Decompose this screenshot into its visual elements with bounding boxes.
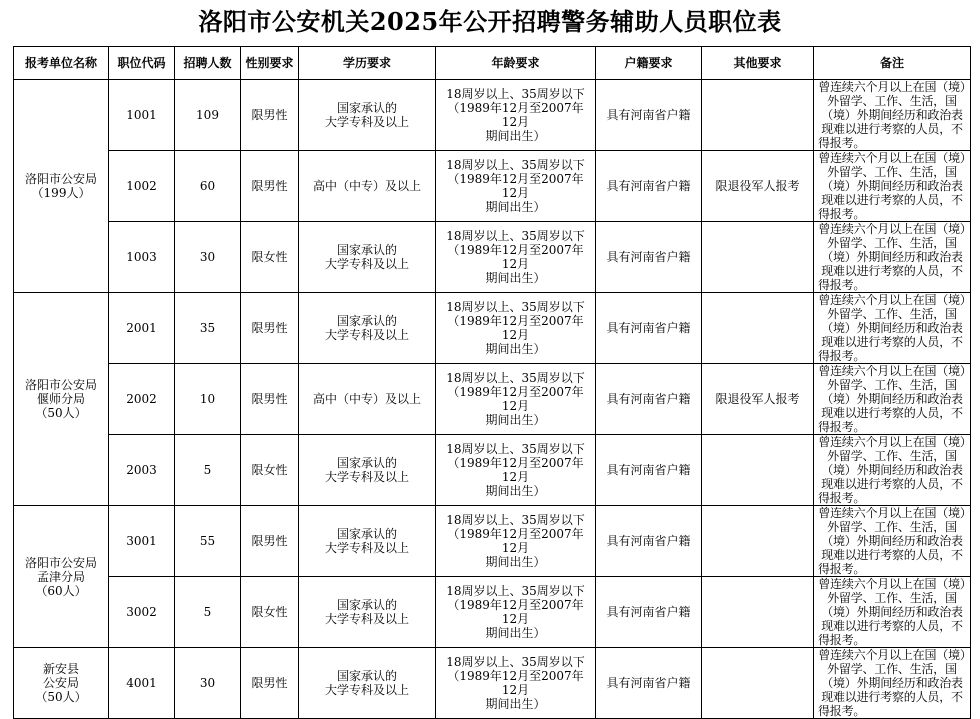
table-row: [14, 364, 971, 435]
education-cell: 高中（中专）及以上: [299, 364, 436, 435]
note-cell: 曾连续六个月以上在国（境）外留学、工作、生活，国（境）外期间经历和政治表现难以进行考察的人员，不得报考。: [814, 648, 971, 719]
table-row: [14, 435, 971, 506]
unit-name-line: 洛阳市公安局: [24, 555, 97, 570]
other-cell: [702, 648, 814, 719]
unit-name-line: （50人）: [35, 690, 87, 704]
unit-name-line: 孟津分局: [36, 569, 85, 584]
age-cell: 18周岁以上、35周岁以下 （1989年12月至2007年12月 期间出生）: [436, 577, 596, 648]
table-row: [14, 80, 971, 151]
code-cell: 3001: [109, 506, 175, 577]
table-row: [14, 648, 971, 719]
count-cell: 5: [175, 435, 241, 506]
other-cell: 限退役军人报考: [702, 364, 814, 435]
count-cell: 60: [175, 151, 241, 222]
code-cell: 1001: [109, 80, 175, 151]
age-cell: 18周岁以上、35周岁以下 （1989年12月至2007年12月 期间出生）: [436, 293, 596, 364]
count-cell: 30: [175, 222, 241, 293]
gender-cell: 限女性: [241, 435, 299, 506]
hukou-cell: 具有河南省户籍: [596, 364, 702, 435]
hukou-cell: 具有河南省户籍: [596, 151, 702, 222]
gender-cell: 限男性: [241, 151, 299, 222]
unit-cell: [14, 80, 109, 293]
unit-name-line: （50人）: [35, 406, 87, 420]
note-cell: 曾连续六个月以上在国（境）外留学、工作、生活，国（境）外期间经历和政治表现难以进行考察的人员，不得报考。: [814, 80, 971, 151]
hukou-cell: 具有河南省户籍: [596, 506, 702, 577]
other-cell: [702, 80, 814, 151]
header-education: 学历要求: [299, 47, 436, 80]
education-cell: 高中（中专）及以上: [299, 151, 436, 222]
code-cell: 1002: [109, 151, 175, 222]
education-cell: 国家承认的 大学专科及以上: [299, 222, 436, 293]
note-cell: 曾连续六个月以上在国（境）外留学、工作、生活，国（境）外期间经历和政治表现难以进行考察的人员，不得报考。: [814, 364, 971, 435]
other-cell: [702, 506, 814, 577]
count-cell: 5: [175, 577, 241, 648]
positions-table: [13, 46, 971, 719]
unit-name-line: 洛阳市公安局: [24, 378, 97, 392]
gender-cell: 限男性: [241, 80, 299, 151]
note-cell: 曾连续六个月以上在国（境）外留学、工作、生活，国（境）外期间经历和政治表现难以进行考察的人员，不得报考。: [814, 577, 971, 648]
header-hukou: 户籍要求: [596, 47, 702, 80]
header-code: 职位代码: [109, 47, 175, 80]
header-gender: 性别要求: [241, 47, 299, 80]
hukou-cell: 具有河南省户籍: [596, 648, 702, 719]
count-cell: 35: [175, 293, 241, 364]
hukou-cell: 具有河南省户籍: [596, 293, 702, 364]
header-age: 年龄要求: [436, 47, 596, 80]
unit-cell: [14, 648, 109, 719]
code-cell: 4001: [109, 648, 175, 719]
hukou-cell: 具有河南省户籍: [596, 435, 702, 506]
header-note: 备注: [814, 47, 971, 80]
note-cell: 曾连续六个月以上在国（境）外留学、工作、生活，国（境）外期间经历和政治表现难以进行考察的人员，不得报考。: [814, 435, 971, 506]
hukou-cell: 具有河南省户籍: [596, 222, 702, 293]
gender-cell: 限女性: [241, 577, 299, 648]
education-cell: 国家承认的 大学专科及以上: [299, 506, 436, 577]
header-other: 其他要求: [702, 47, 814, 80]
unit-name-line: 偃师分局: [36, 392, 85, 406]
count-cell: 55: [175, 506, 241, 577]
other-cell: [702, 435, 814, 506]
unit-name-line: 洛阳市公安局: [24, 172, 97, 186]
other-cell: [702, 222, 814, 293]
education-cell: 国家承认的 大学专科及以上: [299, 80, 436, 151]
gender-cell: 限男性: [241, 506, 299, 577]
age-cell: 18周岁以上、35周岁以下 （1989年12月至2007年12月 期间出生）: [436, 506, 596, 577]
age-cell: 18周岁以上、35周岁以下 （1989年12月至2007年12月 期间出生）: [436, 648, 596, 719]
unit-name-line: 新安县: [42, 662, 79, 676]
note-cell: 曾连续六个月以上在国（境）外留学、工作、生活，国（境）外期间经历和政治表现难以进行考察的人员，不得报考。: [814, 222, 971, 293]
unit-name-line: （60人）: [35, 583, 87, 598]
age-cell: 18周岁以上、35周岁以下 （1989年12月至2007年12月 期间出生）: [436, 80, 596, 151]
table-row: [14, 293, 971, 364]
table-row: [14, 151, 971, 222]
age-cell: 18周岁以上、35周岁以下 （1989年12月至2007年12月 期间出生）: [436, 151, 596, 222]
gender-cell: 限男性: [241, 364, 299, 435]
unit-name-line: （199人）: [31, 186, 91, 200]
count-cell: 10: [175, 364, 241, 435]
education-cell: 国家承认的 大学专科及以上: [299, 293, 436, 364]
code-cell: 2001: [109, 293, 175, 364]
code-cell: 2003: [109, 435, 175, 506]
gender-cell: 限男性: [241, 293, 299, 364]
other-cell: [702, 293, 814, 364]
gender-cell: 限女性: [241, 222, 299, 293]
header-unit: 报考单位名称: [14, 47, 109, 80]
unit-cell: [14, 293, 109, 506]
code-cell: 3002: [109, 577, 175, 648]
hukou-cell: 具有河南省户籍: [596, 577, 702, 648]
header-row: [14, 47, 971, 80]
table-row: [14, 506, 971, 577]
other-cell: [702, 577, 814, 648]
note-cell: 曾连续六个月以上在国（境）外留学、工作、生活，国（境）外期间经历和政治表现难以进行考察的人员，不得报考。: [814, 151, 971, 222]
header-count: 招聘人数: [175, 47, 241, 80]
code-cell: 1003: [109, 222, 175, 293]
table-row: [14, 577, 971, 648]
age-cell: 18周岁以上、35周岁以下 （1989年12月至2007年12月 期间出生）: [436, 364, 596, 435]
education-cell: 国家承认的 大学专科及以上: [299, 648, 436, 719]
unit-name-line: 公安局: [42, 676, 79, 690]
unit-cell: [14, 506, 109, 648]
age-cell: 18周岁以上、35周岁以下 （1989年12月至2007年12月 期间出生）: [436, 435, 596, 506]
other-cell: 限退役军人报考: [702, 151, 814, 222]
page-title: 洛阳市公安机关2025年公开招聘警务辅助人员职位表: [198, 7, 782, 36]
note-cell: 曾连续六个月以上在国（境）外留学、工作、生活，国（境）外期间经历和政治表现难以进行考察的人员，不得报考。: [814, 293, 971, 364]
count-cell: 109: [175, 80, 241, 151]
education-cell: 国家承认的 大学专科及以上: [299, 577, 436, 648]
table-row: [14, 222, 971, 293]
code-cell: 2002: [109, 364, 175, 435]
education-cell: 国家承认的 大学专科及以上: [299, 435, 436, 506]
note-cell: 曾连续六个月以上在国（境）外留学、工作、生活，国（境）外期间经历和政治表现难以进行考察的人员，不得报考。: [814, 506, 971, 577]
gender-cell: 限男性: [241, 648, 299, 719]
hukou-cell: 具有河南省户籍: [596, 80, 702, 151]
age-cell: 18周岁以上、35周岁以下 （1989年12月至2007年12月 期间出生）: [436, 222, 596, 293]
count-cell: 30: [175, 648, 241, 719]
